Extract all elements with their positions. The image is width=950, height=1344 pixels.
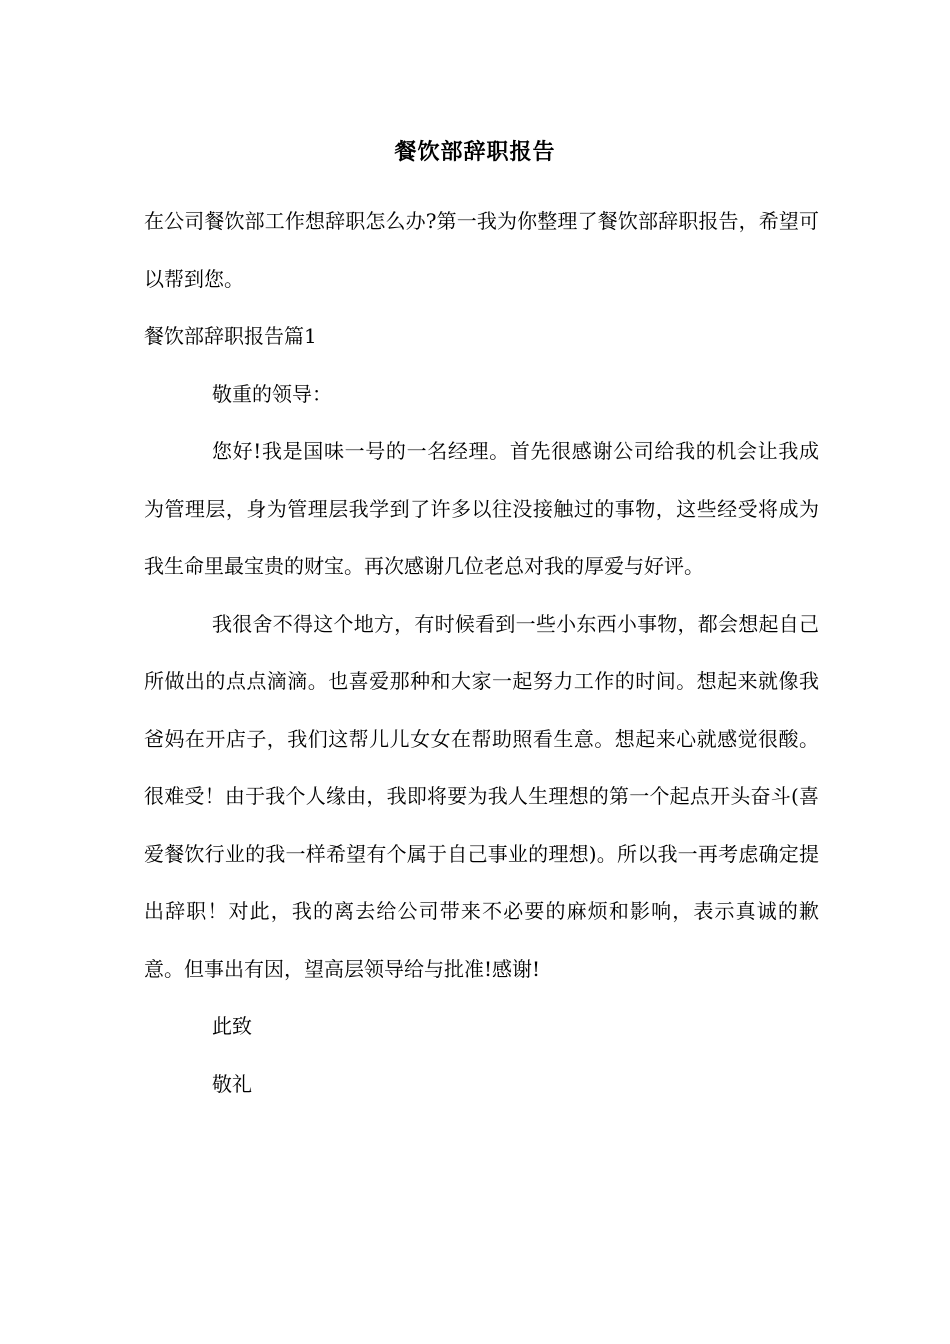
salutation: 敬重的领导： [212, 381, 332, 406]
document-title: 餐饮部辞职报告 [394, 139, 556, 165]
document-body [144, 193, 819, 1113]
closing-line: 此致 [212, 1014, 252, 1038]
body-paragraph: 您好!我是国味一号的一名经理。首先很感谢公司给我的机会让我成为管理层，身为管理层我学到了许多以往没接触过的事物，这些经受将成为我生命里最宝贵的财宝。再次感谢几位老总对我的厚爱与好评。 [144, 439, 819, 578]
intro-paragraph: 在公司餐饮部工作想辞职怎么办?第一我为你整理了餐饮部辞职报告，希望可以帮到您。 [144, 209, 819, 291]
closing-line: 敬礼 [212, 1071, 252, 1096]
body-paragraph: 我很舍不得这个地方，有时候看到一些小东西小事物，都会想起自己所做出的点点滴滴。也喜爱那种和大家一起努力工作的时间。想起来就像我爸妈在开店子，我们这帮儿儿女女在帮助照看生意。想起来心就感觉很酸。很难受！由于我个人缘由，我即将要为我人生理想的第一个起点开头奋斗(喜爱餐饮行业的我一样希望有个属于自己事业的理想)。所以我一再考虑确定提出辞职！对此，我的离去给公司带来不必要的麻烦和影响，表示真诚的歉意。但事出有因，望高层领导给与批准!感谢! [144, 611, 819, 981]
section-heading: 餐饮部辞职报告篇1 [144, 324, 317, 348]
